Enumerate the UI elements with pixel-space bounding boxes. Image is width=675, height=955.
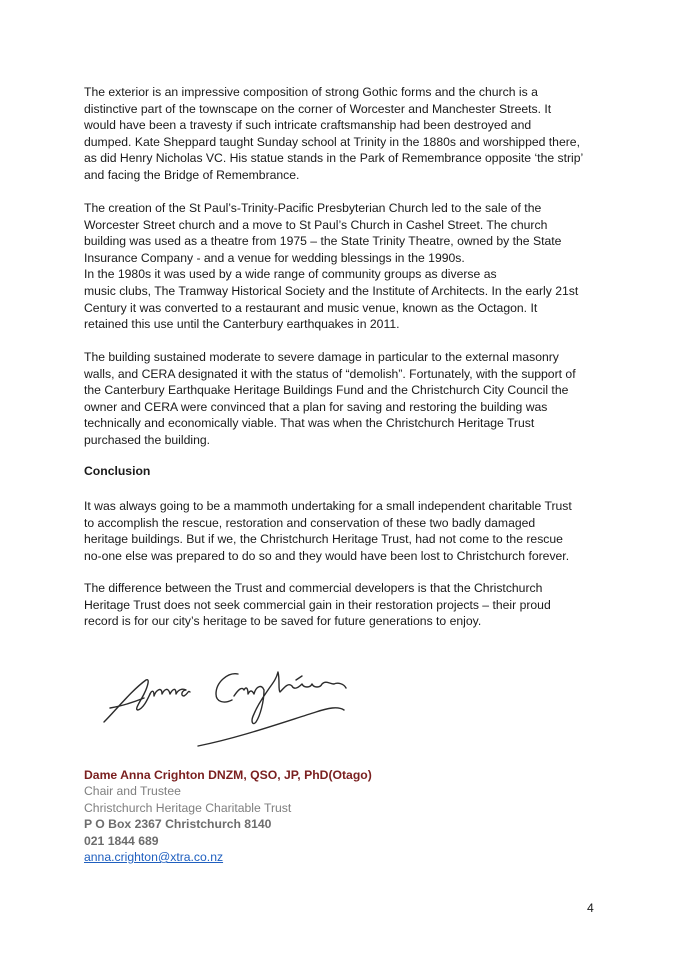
text-line: record is for our city’s heritage to be saved for future generations to enjoy.: [84, 614, 482, 629]
text-line: walls, and CERA designated it with the status of “demolish”. Fortunately, with the support of: [84, 366, 576, 381]
paragraph-conclusion: [84, 498, 596, 564]
text-line: In the 1980s it was used by a wide range of community groups as diverse as: [84, 267, 497, 282]
text-line: The difference between the Trust and commercial developers is that the Christchurch: [84, 581, 543, 595]
signatory-name: Dame Anna Crighton DNZM, QSO, JP, PhD(Otago): [84, 768, 372, 782]
paragraph-history: [84, 200, 596, 333]
text-line: and facing the Bridge of Remembrance.: [84, 167, 300, 182]
text-line: heritage buildings. But if we, the Christchurch Heritage Trust, had not come to the rescue: [84, 532, 563, 547]
email-link[interactable]: anna.crighton@xtra.co.nz: [84, 850, 224, 865]
signatory-role: Chair and Trustee: [84, 784, 181, 799]
text-line: owner and CERA were convinced that a plan for saving and restoring the building was: [84, 399, 548, 414]
text-line: Worcester Street church and a move to St Paul’s Church in Cashel Street. The church: [84, 217, 548, 232]
text-line: music clubs, The Tramway Historical Society and the Institute of Architects. In the early 21st: [84, 283, 579, 298]
signatory-organisation: Christchurch Heritage Charitable Trust: [84, 800, 292, 815]
text-line: It was always going to be a mammoth undertaking for a small independent charitable Trust: [84, 499, 572, 513]
paragraph-exterior: [84, 84, 596, 184]
text-line: The building sustained moderate to severe damage in particular to the external masonry: [84, 350, 559, 364]
text-line: technically and economically viable. That was when the Christchurch Heritage Trust: [84, 416, 535, 431]
text-line: as did Henry Nicholas VC. His statue stands in the Park of Remembrance opposite ‘the strip’: [84, 151, 584, 166]
text-line: Heritage Trust does not seek commercial gain in their restoration projects – their proud: [84, 597, 551, 612]
text-line: distinctive part of the townscape on the corner of Worcester and Manchester Streets. It: [84, 101, 552, 116]
text-line: purchased the building.: [84, 432, 211, 447]
phone-number: 021 1844 689: [84, 833, 159, 848]
postal-address: P O Box 2367 Christchurch 8140: [84, 817, 272, 832]
text-line: would have been a travesty if such intricate craftsmanship had been destroyed and: [84, 118, 532, 133]
text-line: The creation of the St Paul’s-Trinity-Pacific Presbyterian Church led to the sale of the: [84, 201, 542, 215]
text-line: the Canterbury Earthquake Heritage Buildings Fund and the Christchurch City Council the: [84, 383, 569, 398]
signature-block: [84, 767, 372, 865]
page-number: 4: [587, 901, 594, 915]
text-line: Insurance Company - and a venue for wedding blessings in the 1990s.: [84, 250, 465, 265]
handwritten-signature: [98, 650, 408, 750]
text-line: The exterior is an impressive composition of strong Gothic forms and the church is a: [84, 85, 538, 99]
paragraph-difference: [84, 580, 596, 630]
text-line: Century it was converted to a restaurant and music venue, known as the Octagon. It: [84, 300, 538, 315]
text-line: dumped. Kate Sheppard taught Sunday school at Trinity in the 1880s and worshipped there,: [84, 134, 580, 149]
text-line: retained this use until the Canterbury earthquakes in 2011.: [84, 317, 400, 332]
text-line: to accomplish the rescue, restoration and conservation of these two badly damaged: [84, 515, 536, 530]
section-heading: Conclusion: [84, 464, 151, 478]
paragraph-damage: [84, 349, 596, 449]
text-line: no-one else was prepared to do so and they would have been lost to Christchurch forever.: [84, 548, 570, 563]
text-line: building was used as a theatre from 1975 – the State Trinity Theatre, owned by the State: [84, 234, 562, 249]
